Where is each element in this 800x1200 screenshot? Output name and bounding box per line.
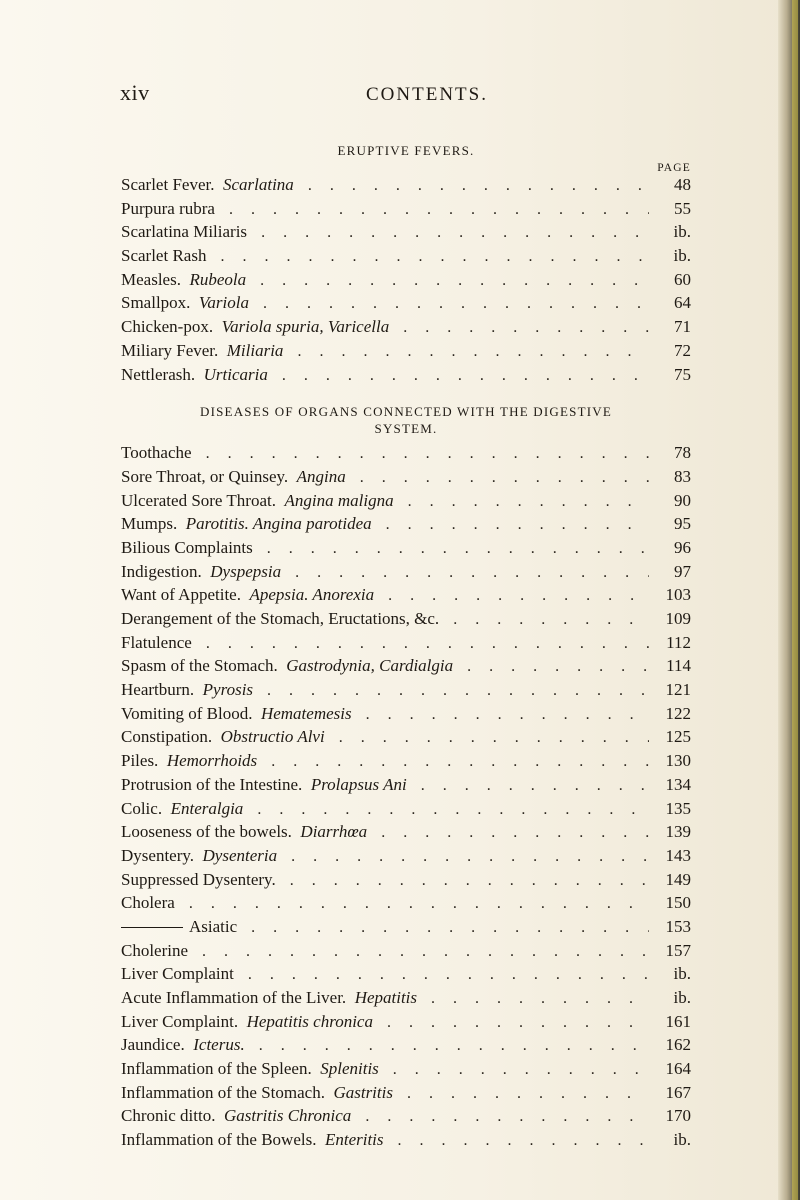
entry-page-number: ib. [673,1130,691,1150]
entry-text [121,293,249,313]
toc-entry [121,467,691,491]
dot-leader [283,343,649,361]
dot-leader [249,295,649,313]
section-title-line2: SYSTEM. [374,421,438,437]
section-title: ERUPTIVE FEVERS. [337,143,475,158]
entry-latin-name: Gastritis Chronica [223,1106,352,1126]
entry-latin-name: Variola spuria, Varicella [221,317,390,337]
dot-leader [379,1061,649,1079]
section-entries [121,175,691,388]
entry-page-number: ib. [673,222,691,242]
entry-page-number: 75 [674,364,691,384]
ditto-rule [121,927,183,928]
entry-page-number: 96 [674,537,691,557]
entry-title: Inflammation of the Spleen. [121,1059,312,1079]
entry-title: Scarlatina Miliaris [121,222,248,242]
dot-leader [243,801,649,819]
toc-entry [121,870,691,894]
dot-leader [453,658,649,676]
entry-text [121,514,372,534]
entry-text [121,562,281,582]
toc-entry [121,704,691,728]
dot-leader [277,848,649,866]
entry-text [121,704,352,724]
entry-latin-name: Splenitis [320,1059,379,1079]
entry-title: Heartburn. [121,680,195,700]
entry-text [121,491,394,511]
entry-text [121,246,206,266]
entry-text [121,822,367,842]
entry-text [121,941,188,961]
toc-entry [121,270,691,294]
toc-entry [121,538,691,562]
entry-latin-name: Scarlatina [222,175,294,194]
dot-leader [281,564,649,582]
entry-page-number: 78 [674,443,691,463]
dot-leader [372,516,649,534]
entry-title: Toothache [121,443,192,463]
entry-text [121,727,325,747]
toc-entry [121,443,691,467]
entry-title: Flatulence [121,632,192,652]
toc-entry [121,1106,691,1130]
toc-entry [121,822,691,846]
entry-page-number: 83 [674,466,691,486]
entry-page-number: ib. [673,988,691,1007]
toc-entry [121,317,691,341]
entry-page-number: 72 [674,340,691,360]
entry-text [121,893,175,913]
entry-text [121,1035,245,1055]
dot-leader [246,272,649,290]
dot-leader [407,777,649,795]
toc-entry [121,633,691,657]
entry-title: Sore Throat, or Quinsey. [121,466,289,486]
entry-page-number: 143 [665,845,691,865]
entry-page-number: 103 [665,585,691,605]
entry-page-number: 164 [665,1059,691,1079]
dot-leader [389,319,649,337]
dot-leader [417,990,649,1008]
entry-page-number: 114 [666,656,691,676]
entry-text [121,585,374,605]
dot-leader [294,177,649,195]
entry-title: Nettlerash. [121,364,196,384]
toc-entry [121,562,691,586]
entry-latin-name: Dysenteria [202,845,278,865]
entry-title: Dysentery. [121,845,195,865]
toc-entry [121,341,691,365]
entry-text [121,1059,379,1079]
toc-entry [121,846,691,870]
toc-entry [121,1059,691,1083]
toc-entry [121,365,691,389]
entry-title: Inflammation of the Stomach. [121,1082,325,1102]
entry-latin-name: Gastrodynia, Cardialgia [286,656,454,676]
entry-latin-name: Pyrosis [202,680,254,700]
entry-title: Liver Complaint. [121,1011,239,1031]
entry-latin-name: Parotitis. Angina parotidea [185,514,372,534]
dot-leader [346,469,649,487]
toc-entry [121,222,691,246]
entry-latin-name: Urticaria [203,364,268,384]
entry-title: Piles. [121,751,159,771]
entry-page-number: 135 [665,798,691,818]
entry-text [121,656,453,676]
toc-entry [121,1130,691,1154]
entry-page-number: 90 [674,490,691,510]
toc-entry [121,964,691,988]
toc-entry [121,293,691,317]
dot-leader [245,1037,649,1055]
entry-latin-name: Dyspepsia [210,561,282,581]
toc-entry [121,680,691,704]
section-entries [121,443,691,1154]
entry-text [121,751,257,771]
toc-entry [121,893,691,917]
entry-page-number: 139 [665,822,691,842]
dot-leader [393,1085,649,1103]
running-header [120,80,680,110]
entry-page-number: 121 [665,680,691,700]
toc-entry [121,727,691,751]
entry-page-number: 64 [674,293,691,313]
entry-latin-name: Obstructio Alvi [220,727,325,747]
entry-page-number: 71 [674,317,691,337]
entry-text [121,633,192,653]
dot-leader [257,753,649,771]
dot-leader [175,895,649,913]
entry-text [121,341,283,361]
entry-title: Bilious Complaints [121,537,253,557]
entry-title: Asiatic [189,916,238,936]
entry-page-number: 150 [665,893,691,913]
entry-latin-name: Diarrhœa [300,822,368,842]
page-edge-tint [792,0,798,1200]
entry-latin-name: Miliaria [226,340,284,360]
dot-leader [192,445,649,463]
page-number: xiv [120,80,150,105]
entry-title: Cholerine [121,940,189,960]
entry-page-number: 130 [665,751,691,771]
entry-text [121,799,243,819]
toc-entry [121,199,691,223]
dot-leader [374,587,649,605]
entry-latin-name: Angina maligna [284,490,394,510]
entry-text [121,317,389,337]
entry-title: Acute Inflammation of the Liver. [121,988,347,1007]
page-column-label: PAGE [657,162,691,174]
entry-page-number: 149 [665,869,691,889]
entry-latin-name: Gastritis [333,1082,393,1102]
entry-text [121,870,276,890]
entry-title: Vomiting of Blood. [121,703,253,723]
entry-latin-name: Prolapsus Ani [310,774,407,794]
entry-text [121,609,439,629]
entry-page-number: 112 [666,632,691,652]
entry-page-number: 167 [665,1082,691,1102]
section-title: DISEASES OF ORGANS CONNECTED WITH THE DIGESTIVE [200,404,612,420]
dot-leader [234,966,649,984]
entry-title: Colic. [121,798,163,818]
dot-leader [384,1132,649,1150]
toc-entry [121,751,691,775]
toc-entry [121,175,691,199]
entry-page-number: 55 [674,198,691,218]
toc-entry [121,917,691,941]
entry-latin-name: Rubeola [189,269,247,289]
entry-page-number: 162 [665,1035,691,1055]
entry-title: Scarlet Fever. [121,175,215,194]
dot-leader [325,729,649,747]
entry-text [121,270,246,290]
toc-entry [121,514,691,538]
entry-latin-name: Enteralgia [170,798,244,818]
entry-title: Mumps. [121,514,178,534]
entry-latin-name: Icterus. [193,1035,245,1055]
entry-title: Cholera [121,893,175,913]
entry-latin-name: Hepatitis [354,988,418,1007]
entry-page-number: 157 [665,940,691,960]
entry-title: Constipation. [121,727,213,747]
toc-entry [121,246,691,270]
dot-leader [188,943,649,961]
entry-title: Want of Appetite. [121,585,241,605]
entry-title: Miliary Fever. [121,340,219,360]
dot-leader [367,824,649,842]
dot-leader [373,1014,649,1032]
entry-page-number: 48 [674,175,691,194]
toc-entry [121,1083,691,1107]
toc-entry [121,585,691,609]
entry-title: Suppressed Dysentery. [121,869,276,889]
entry-latin-name: Angina [296,466,346,486]
toc-entry [121,609,691,633]
dot-leader [439,611,649,629]
running-title: CONTENTS. [366,84,488,105]
entry-latin-name: Hepatitis chronica [246,1011,373,1031]
dot-leader [351,1108,649,1126]
entry-title: Liver Complaint [121,964,234,984]
entry-title: Smallpox. [121,293,191,313]
dot-leader [394,493,649,511]
entry-text [121,775,407,795]
entry-page-number: 60 [674,269,691,289]
entry-text [121,1106,351,1126]
toc-entry [121,491,691,515]
dot-leader [268,367,649,385]
contents-list [121,142,691,1154]
entry-title: Purpura rubra [121,198,215,218]
entry-title: Derangement of the Stomach, Eructations, &c. [121,609,440,628]
dot-leader [247,224,649,242]
entry-page-number: 95 [674,514,691,534]
dot-leader [276,872,649,890]
entry-text [121,467,346,487]
entry-page-number: 134 [665,774,691,794]
entry-text [121,964,234,984]
entry-text [121,1083,393,1103]
entry-title: Indigestion. [121,561,202,581]
entry-title: Jaundice. [121,1035,185,1055]
entry-text [121,222,247,242]
entry-text [121,846,277,866]
dot-leader [352,706,649,724]
entry-page-number: 109 [665,609,691,628]
entry-text [121,199,215,219]
entry-title: Spasm of the Stomach. [121,656,278,676]
entry-page-number: ib. [673,246,691,266]
toc-entry [121,656,691,680]
entry-page-number: 125 [665,727,691,747]
entry-title: Scarlet Rash [121,246,207,266]
entry-text [121,680,253,700]
entry-text [121,988,417,1008]
entry-text [121,1012,373,1032]
entry-text [121,1130,384,1150]
entry-title: Measles. [121,269,181,289]
entry-page-number: 97 [674,561,691,581]
toc-entry [121,941,691,965]
entry-latin-name: Enteritis [324,1130,384,1150]
entry-text [121,175,294,195]
entry-page-number: 161 [665,1011,691,1031]
entry-page-number: 170 [665,1106,691,1126]
toc-entry [121,988,691,1012]
dot-leader [215,201,649,219]
toc-entry [121,775,691,799]
entry-title: Chronic ditto. [121,1106,216,1126]
entry-title: Looseness of the bowels. [121,822,292,842]
dot-leader [237,919,649,937]
entry-text [121,365,268,385]
entry-page-number: 153 [665,916,691,936]
entry-text [121,538,253,558]
entry-title: Inflammation of the Bowels. [121,1130,317,1150]
entry-latin-name: Hematemesis [260,703,352,723]
toc-entry [121,1012,691,1036]
entry-title: Protrusion of the Intestine. [121,774,303,794]
dot-leader [206,248,649,266]
entry-page-number: 122 [665,703,691,723]
dot-leader [253,540,649,558]
entry-title: Chicken-pox. [121,317,214,337]
dot-leader [192,635,649,653]
entry-latin-name: Apepsia. Anorexia [249,585,375,605]
entry-latin-name: Hemorrhoids [166,751,258,771]
toc-entry [121,1035,691,1059]
entry-text [121,443,192,463]
entry-page-number: ib. [673,964,691,984]
dot-leader [253,682,649,700]
entry-text [121,917,237,937]
entry-latin-name: Variola [198,293,249,313]
toc-entry [121,799,691,823]
entry-title: Ulcerated Sore Throat. [121,490,276,510]
